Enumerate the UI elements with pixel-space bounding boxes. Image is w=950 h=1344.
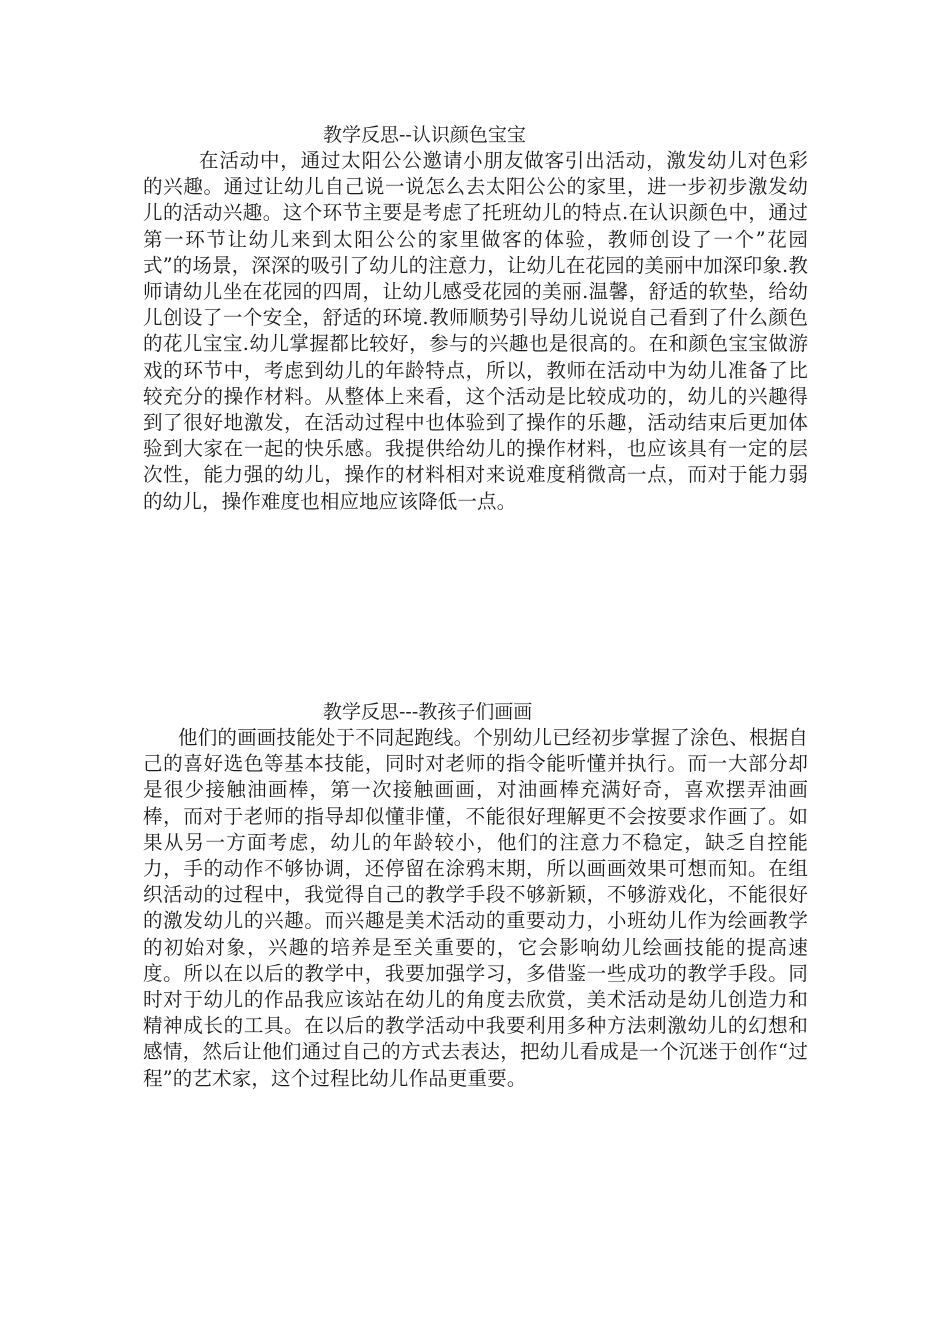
section-title: 教学反思---教孩子们画画 bbox=[323, 701, 533, 723]
reflection-section-color-babies bbox=[143, 122, 808, 515]
section-paragraph: 在活动中，通过太阳公公邀请小朋友做客引出活动，激发幼儿对色彩的兴趣。通过让幼儿自己说一说怎么去太阳公公的家里，进一步初步激发幼儿的活动兴趣。这个环节主要是考虑了托班幼儿的特点.在认识颜色中，通过第一环节让幼儿来到太阳公公的家里做客的体验，教师创设了一个”花园式”的场景，深深的吸引了幼儿的注意力，让幼儿在花园的美丽中加深印象.教师请幼儿坐在花园的四周，让幼儿感受花园的美丽.温馨，舒适的软垫，给幼儿创设了一个安全，舒适的环境.教师顺势引导幼儿说说自己看到了什么颜色的花儿宝宝.幼儿掌握都比较好，参与的兴趣也是很高的。在和颜色宝宝做游戏的环节中，考虑到幼儿的年龄特点，所以，教师在活动中为幼儿准备了比较充分的操作材料。从整体上来看，这个活动是比较成功的，幼儿的兴趣得到了很好地激发，在活动过程中也体验到了操作的乐趣，活动结束后更加体验到大家在一起的快乐感。我提供给幼儿的操作材料，也应该具有一定的层次性，能力强的幼儿，操作的材料相对来说难度稍微高一点，而对于能力弱的幼儿，操作难度也相应地应该降低一点。 bbox=[143, 149, 808, 513]
reflection-section-teaching-drawing bbox=[143, 699, 808, 1092]
section-paragraph: 他们的画画技能处于不同起跑线。个别幼儿已经初步掌握了涂色、根据自己的喜好选色等基本技能，同时对老师的指令能听懂并执行。而一大部分却是很少接触油画棒，第一次接触画画，对油画棒充满好奇，喜欢摆弄油画棒，而对于老师的指导却似懂非懂，不能很好理解更不会按要求作画了。如果从另一方面考虑，幼儿的年龄较小，他们的注意力不稳定，缺乏自控能力，手的动作不够协调，还停留在涂鸦末期，所以画画效果可想而知。在组织活动的过程中，我觉得自己的教学手段不够新颖，不够游戏化，不能很好的激发幼儿的兴趣。而兴趣是美术活动的重要动力，小班幼儿作为绘画教学的初始对象，兴趣的培养是至关重要的，它会影响幼儿绘画技能的提高速度。所以在以后的教学中，我要加强学习，多借鉴一些成功的教学手段。同时对于幼儿的作品我应该站在幼儿的角度去欣赏，美术活动是幼儿创造力和精神成长的工具。在以后的教学活动中我要利用多种方法刺激幼儿的幻想和感情，然后让他们通过自己的方式去表达，把幼儿看成是一个沉迷于创作“过程”的艺术家，这个过程比幼儿作品更重要。 bbox=[143, 726, 808, 1090]
section-title: 教学反思--认识颜色宝宝 bbox=[323, 124, 526, 146]
